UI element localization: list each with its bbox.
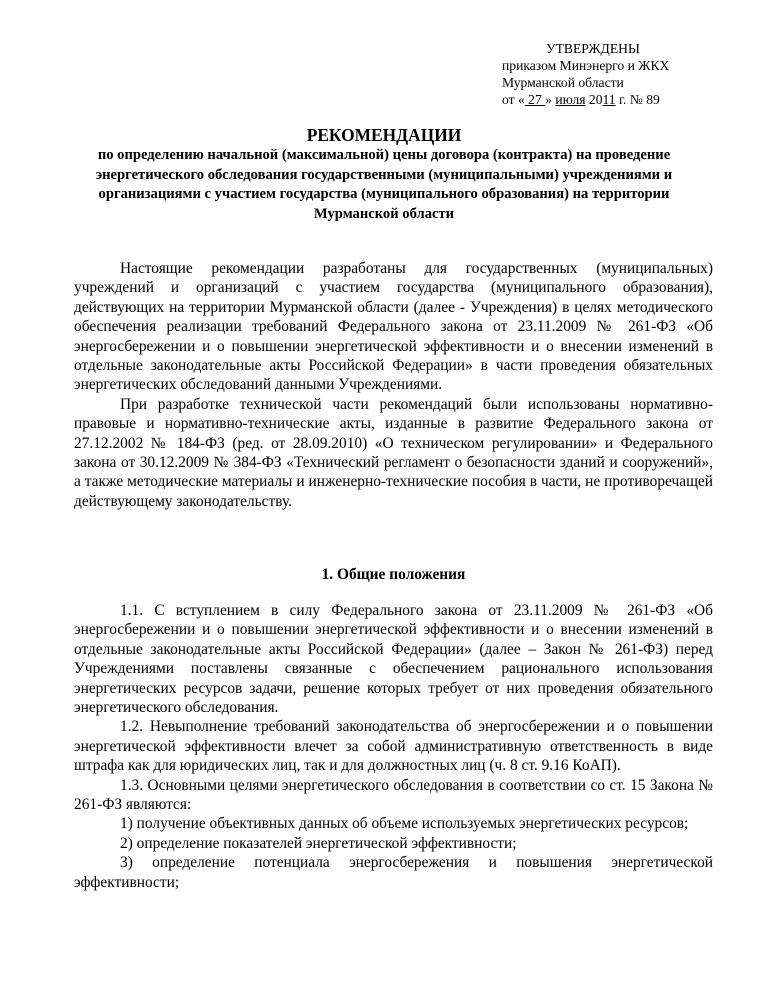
section-heading: 1. Общие положения bbox=[321, 566, 466, 583]
approval-year-prefix: 20 bbox=[585, 92, 603, 107]
approval-year-tail: 11 bbox=[602, 92, 616, 107]
document-subtitle: по определению начальной (максимальной) цены договора (контракта) на проведение энергетического обследования государственными (муниципальными) учреждениями и организациями с участием государства (муниципального образования) на территории Мурманской области bbox=[95, 147, 673, 222]
approval-number: г. № 89 bbox=[615, 92, 660, 107]
approval-date bbox=[502, 91, 669, 108]
approval-day: 27 bbox=[524, 92, 546, 107]
section-1-body bbox=[74, 601, 713, 892]
intro-paragraph: При разработке технической части рекомендаций были использованы нормативно-правовые и нормативно-технические акты, изданные в развитие Федерального закона от 27.12.2002 № 184-ФЗ (ред. от 28.09.2010) «О техническом регулировании» и Федерального закона от 30.12.2009 № 384-ФЗ «Технический регламент о безопасности зданий и сооружений», а также методические материалы и инженерно-технические пособия в части, не противоречащей действующему законодательству. bbox=[74, 395, 713, 510]
intro-section bbox=[74, 259, 713, 511]
approval-date-prefix: от « bbox=[502, 92, 525, 107]
approval-month: июля bbox=[555, 92, 586, 107]
approval-order: приказом Минэнерго и ЖКХ bbox=[502, 58, 670, 73]
section-paragraph: 1.3. Основными целями энергетического обследования в соответствии со ст. 15 Закона № 261-ФЗ являются: bbox=[74, 776, 713, 814]
approval-date-sep1: » bbox=[545, 92, 556, 107]
approval-stamp bbox=[502, 40, 669, 108]
list-item: 3) определение потенциала энергосбережения и повышения энергетической эффективности; bbox=[74, 854, 713, 891]
approval-region: Мурманской области bbox=[502, 75, 624, 90]
list-item: 2) определение показателей энергетической эффективности; bbox=[120, 834, 517, 852]
list-item: 1) получение объективных данных об объеме используемых энергетических ресурсов; bbox=[120, 815, 689, 833]
document-title: РЕКОМЕНДАЦИИ bbox=[306, 125, 462, 145]
section-paragraph: 1.2. Невыполнение требований законодательства об энергосбережении и о повышении энергетической эффективности влечет за собой административную ответственность в виде штрафа как для юридических лиц, так и для должностных лиц (ч. 8 ст. 9.16 КоАП). bbox=[74, 718, 713, 775]
section-paragraph: 1.1. С вступлением в силу Федерального закона от 23.11.2009 № 261-ФЗ «Об энергосбережении и о повышении энергетической эффективности и о внесении изменений в отдельные законодательные акты Российской Федерации» (далее – Закон № 261-ФЗ) перед Учреждениями поставлены связанные с обеспечением рационального использования энергетических ресурсов задачи, решение которых требует от них проведения обязательного энергетического обследования. bbox=[74, 602, 713, 717]
intro-paragraph: Настоящие рекомендации разработаны для государственных (муниципальных) учреждений и организаций с участием государства (муниципального образования), действующих на территории Мурманской области (далее - Учреждения) в целях методического обеспечения реализации требований Федерального закона от 23.11.2009 № 261-ФЗ «Об энергосбережении и о повышении энергетической эффективности и о внесении изменений в отдельные законодательные акты Российской Федерации» в части проведения обязательных энергетических обследований данными Учреждениями. bbox=[74, 260, 713, 394]
approval-heading: УТВЕРЖДЕНЫ bbox=[546, 41, 640, 56]
